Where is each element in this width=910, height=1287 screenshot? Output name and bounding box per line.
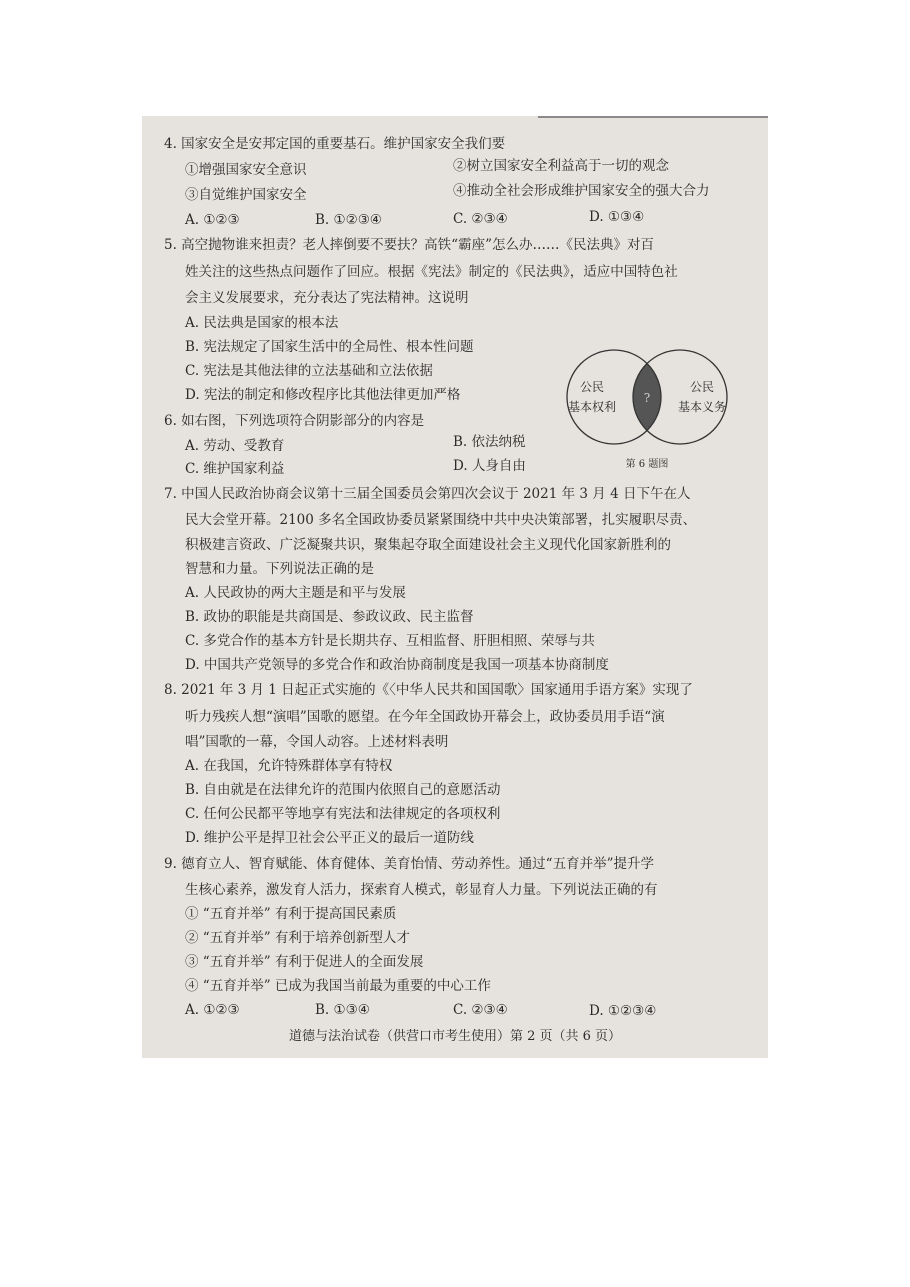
q6-stem: 6. 如右图，下列选项符合阴影部分的内容是: [164, 413, 425, 429]
q5-option-c: C. 宪法是其他法律的立法基础和立法依据: [185, 363, 433, 379]
q7-option-d: D. 中国共产党领导的多党合作和政治协商制度是我国一项基本协商制度: [185, 657, 609, 673]
q4-option-d: D. ①③④: [589, 209, 645, 225]
q9-stem-line-1: 9. 德育立人、智育赋能、体育健体、美育怡情、劳动养性。通过“五育并举”提升学: [164, 856, 654, 872]
q8-stem-line-3: 唱”国歌的一幕，令国人动容。上述材料表明: [185, 734, 449, 750]
q5-stem-line-2: 姓关注的这些热点问题作了回应。根据《宪法》制定的《民法典》，适应中国特色社: [185, 264, 678, 280]
q9-option-d: D. ①②③④: [589, 1003, 657, 1019]
q4-item-2: ②树立国家安全利益高于一切的观念: [453, 158, 669, 174]
q7-option-b: B. 政协的职能是共商国是、参政议政、民主监督: [185, 609, 474, 625]
q9-option-c: C. ②③④: [453, 1002, 508, 1018]
q9-item-3: ③ “五育并举” 有利于促进人的全面发展: [185, 954, 424, 970]
q4-stem: 4. 国家安全是安邦定国的重要基石。维护国家安全我们要: [164, 136, 506, 152]
venn-left-label-1: 公民: [579, 380, 605, 394]
venn-right-label-2: 基本义务: [677, 400, 727, 414]
q4-option-b: B. ①②③④: [315, 212, 382, 228]
q4-item-1: ①增强国家安全意识: [185, 162, 307, 178]
q4-item-3: ③自觉维护国家安全: [185, 187, 307, 203]
q9-item-1: ① “五育并举” 有利于提高国民素质: [185, 906, 397, 922]
q9-item-2: ② “五育并举” 有利于培养创新型人才: [185, 930, 410, 946]
q5-option-a: A. 民法典是国家的根本法: [185, 315, 339, 331]
q9-option-a: A. ①②③: [185, 1002, 240, 1018]
q6-option-a: A. 劳动、受教育: [185, 438, 285, 454]
q4-option-a: A. ①②③: [185, 212, 240, 228]
q7-option-c: C. 多党合作的基本方针是长期共存、互相监督、肝胆相照、荣辱与共: [185, 633, 595, 649]
q5-stem-line-1: 5. 高空抛物谁来担责？老人摔倒要不要扶？高铁“霸座”怎么办……《民法典》对百: [164, 237, 654, 253]
q8-option-c: C. 任何公民都平等地享有宪法和法律规定的各项权利: [185, 806, 501, 822]
q4-item-4: ④推动全社会形成维护国家安全的强大合力: [453, 183, 710, 199]
venn-center-mark: ?: [643, 391, 651, 405]
venn-left-label-2: 基本权利: [567, 400, 617, 414]
q5-option-d: D. 宪法的制定和修改程序比其他法律更加严格: [185, 387, 461, 403]
q5-option-b: B. 宪法规定了国家生活中的全局性、根本性问题: [185, 339, 474, 355]
q9-item-4: ④ “五育并举” 已成为我国当前最为重要的中心工作: [185, 978, 491, 994]
q7-stem-line-3: 积极建言资政、广泛凝聚共识，聚集起夺取全面建设社会主义现代化国家新胜利的: [185, 537, 671, 553]
venn-diagram: [552, 349, 742, 474]
q9-option-b: B. ①③④: [315, 1002, 370, 1018]
q8-stem-line-2: 听力残疾人想“演唱”国歌的愿望。在今年全国政协开幕会上，政协委员用手语“演: [185, 709, 665, 725]
q8-option-d: D. 维护公平是捍卫社会公平正义的最后一道防线: [185, 830, 474, 846]
q7-stem-line-2: 民大会堂开幕。2100 多名全国政协委员紧紧围绕中共中央决策部署，扎实履职尽责、: [185, 512, 697, 528]
q9-stem-line-2: 生核心素养，激发育人活力，探索育人模式，彰显育人力量。下列说法正确的有: [185, 882, 658, 898]
q7-stem-line-4: 智慧和力量。下列说法正确的是: [185, 561, 374, 577]
q8-option-a: A. 在我国，允许特殊群体享有特权: [185, 758, 393, 774]
q6-option-d: D. 人身自由: [453, 458, 526, 474]
q7-stem-line-1: 7. 中国人民政治协商会议第十三届全国委员会第四次会议于 2021 年 3 月 4 日下午在人: [164, 486, 691, 502]
q4-option-c: C. ②③④: [453, 211, 508, 227]
page-footer: 道德与法治试卷（供营口市考生使用）第 2 页（共 6 页）: [288, 1029, 622, 1044]
q7-option-a: A. 人民政协的两大主题是和平与发展: [185, 585, 406, 601]
exam-page: [142, 116, 768, 1058]
q8-stem-line-1: 8. 2021 年 3 月 1 日起正式实施的《〈中华人民共和国国歌〉国家通用手语方案》实现了: [164, 682, 693, 698]
q8-option-b: B. 自由就是在法律允许的范围内依照自己的意愿活动: [185, 782, 501, 798]
figure-caption: 第 6 题图: [625, 459, 669, 470]
q5-stem-line-3: 会主义发展要求，充分表达了宪法精神。这说明: [185, 290, 469, 306]
venn-right-label-1: 公民: [689, 380, 715, 394]
q6-option-c: C. 维护国家利益: [185, 461, 285, 477]
q6-option-b: B. 依法纳税: [453, 434, 526, 450]
